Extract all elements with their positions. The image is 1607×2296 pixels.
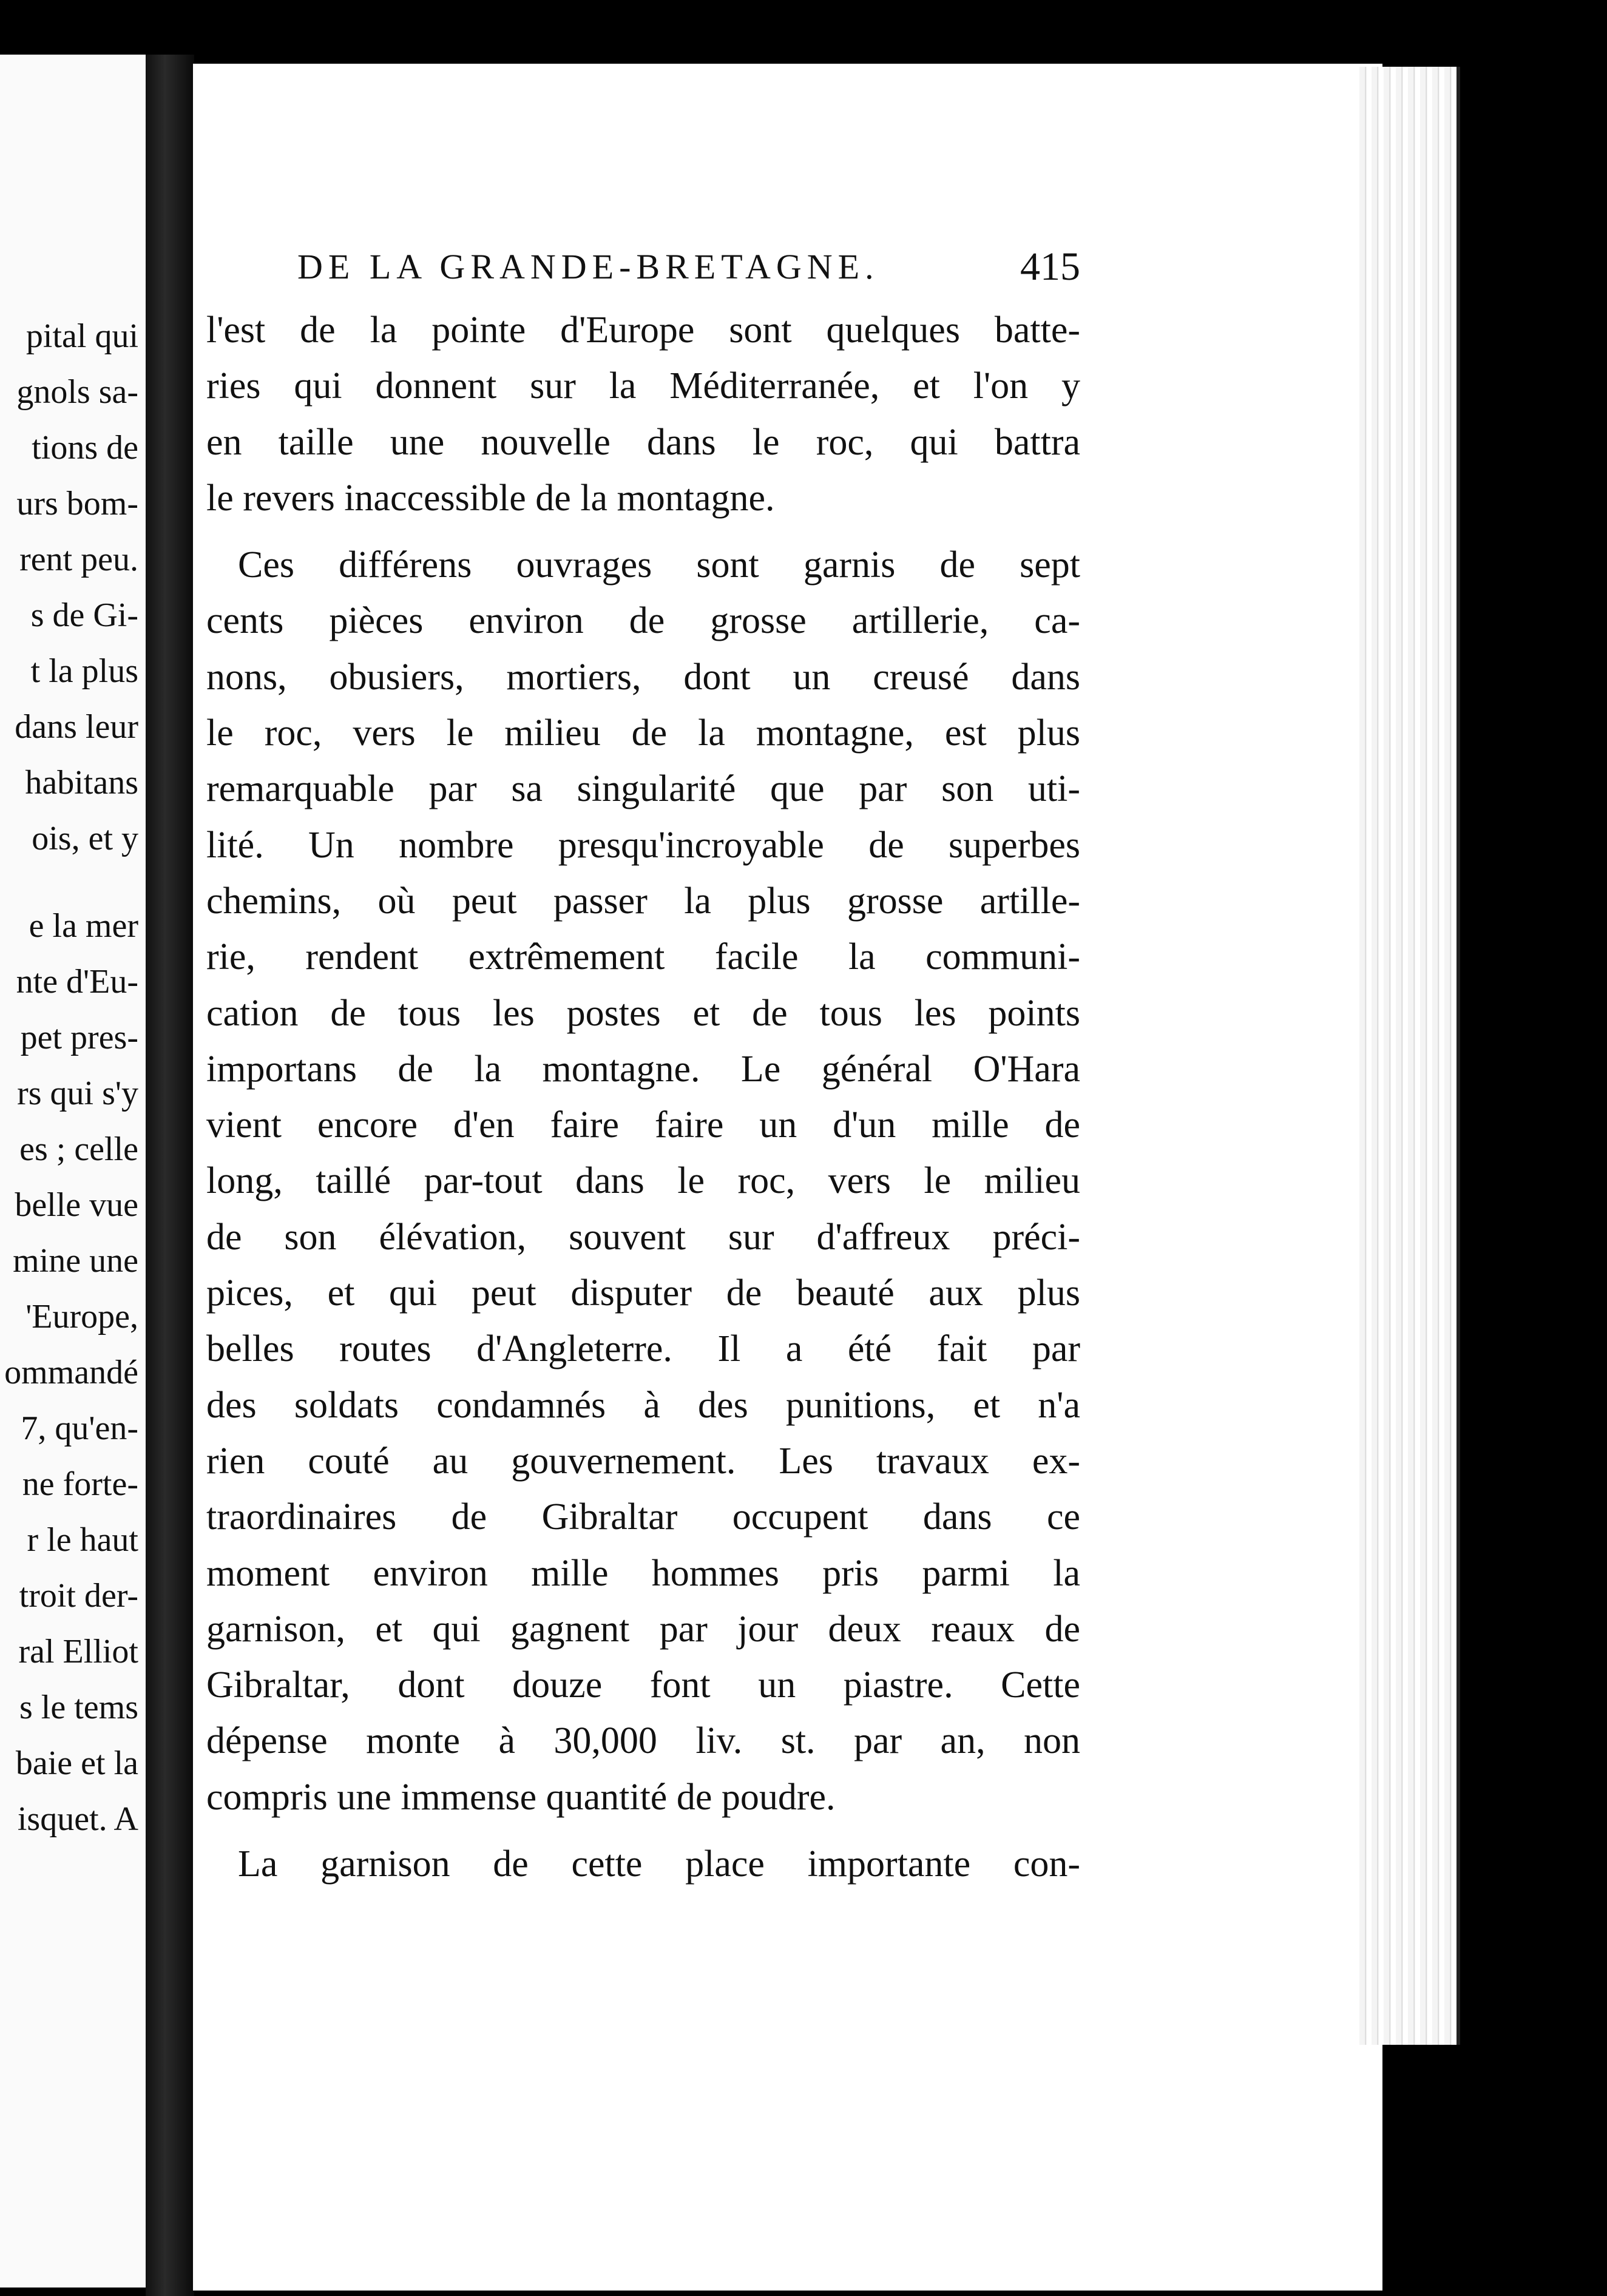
- left-line: rs qui s'y: [17, 1075, 138, 1112]
- left-line: 'Europe,: [25, 1298, 138, 1335]
- left-line: es ; celle: [19, 1130, 138, 1168]
- page-number: 415: [1020, 245, 1080, 289]
- text-line: lité. Un nombre presqu'incroyable de superbes: [206, 824, 1080, 866]
- left-line: r le haut: [27, 1521, 138, 1559]
- text-line: garnison, et qui gagnent par jour deux reaux de: [206, 1608, 1080, 1650]
- text-line: pices, et qui peut disputer de beauté aux plus: [206, 1272, 1080, 1314]
- text-line: le revers inaccessible de la montagne.: [206, 477, 775, 519]
- left-line: s de Gi-: [30, 596, 138, 634]
- text-line: l'est de la pointe d'Europe sont quelques batte-: [206, 309, 1080, 351]
- text-line: moment environ mille hommes pris parmi la: [206, 1552, 1080, 1594]
- left-line: t la plus: [30, 652, 138, 690]
- left-line: ois, et y: [32, 820, 138, 857]
- left-page-text: [0, 308, 146, 1847]
- left-line: troit der-: [19, 1577, 138, 1615]
- left-page: [0, 55, 146, 2288]
- left-line: gnols sa-: [16, 373, 138, 411]
- left-line: tions de: [32, 429, 138, 467]
- book-gutter: [146, 55, 194, 2296]
- paragraph-gap: [206, 1825, 1080, 1836]
- left-line: nte d'Eu-: [16, 963, 138, 1001]
- running-title: DE LA GRANDE-BRETAGNE.: [297, 247, 879, 286]
- text-line: importans de la montagne. Le général O'Hara: [206, 1048, 1080, 1090]
- text-line: long, taillé par-tout dans le roc, vers le milieu: [206, 1160, 1080, 1202]
- left-line: rent peu.: [19, 541, 138, 578]
- left-line: s le tems: [19, 1689, 138, 1726]
- left-line: pet pres-: [20, 1019, 138, 1056]
- text-line: de son élévation, souvent sur d'affreux préci-: [206, 1216, 1080, 1258]
- text-line: cation de tous les postes et de tous les points: [206, 992, 1080, 1034]
- text-line: le roc, vers le milieu de la montagne, est plus: [206, 712, 1080, 754]
- left-paragraph-gap: [0, 866, 146, 898]
- text-line: vient encore d'en faire faire un d'un mille de: [206, 1104, 1080, 1146]
- text-line: Gibraltar, dont douze font un piastre. Cette: [206, 1664, 1080, 1706]
- text-line: nons, obusiers, mortiers, dont un creusé dans: [206, 656, 1080, 698]
- text-line: La garnison de cette place importante con-: [238, 1843, 1080, 1885]
- left-line: ommandé: [4, 1354, 138, 1391]
- text-line: cents pièces environ de grosse artillerie, ca-: [206, 600, 1080, 642]
- left-line: baie et la: [15, 1744, 138, 1782]
- body-text: [206, 302, 1080, 1892]
- text-line: belles routes d'Angleterre. Il a été fait par: [206, 1328, 1080, 1370]
- text-line: en taille une nouvelle dans le roc, qui battra: [206, 421, 1080, 463]
- left-line: dans leur: [15, 708, 138, 746]
- left-line: 7, qu'en-: [21, 1410, 138, 1447]
- left-line: belle vue: [15, 1186, 138, 1224]
- left-line: e la mer: [29, 907, 138, 945]
- left-line: pital qui: [25, 317, 138, 355]
- left-line: ne forte-: [22, 1465, 138, 1503]
- left-line: mine une: [13, 1242, 138, 1280]
- text-line: dépense monte à 30,000 liv. st. par an, non: [206, 1720, 1080, 1762]
- text-line: chemins, où peut passer la plus grosse artille-: [206, 880, 1080, 922]
- text-line: ries qui donnent sur la Méditerranée, et l'on y: [206, 365, 1080, 407]
- page-edges: [1359, 67, 1460, 2045]
- text-line: rie, rendent extrêmement facile la communi-: [206, 936, 1080, 978]
- left-line: urs bom-: [16, 485, 138, 522]
- text-line: des soldats condamnés à des punitions, et n'a: [206, 1384, 1080, 1426]
- left-line: habitans: [25, 764, 138, 802]
- text-line: traordinaires de Gibraltar occupent dans ce: [206, 1496, 1080, 1538]
- text-line: Ces différens ouvrages sont garnis de sept: [238, 544, 1080, 586]
- text-line: compris une immense quantité de poudre.: [206, 1776, 836, 1818]
- page-header: [297, 240, 1080, 294]
- text-line: rien couté au gouvernement. Les travaux ex-: [206, 1440, 1080, 1482]
- text-line: remarquable par sa singularité que par son uti-: [206, 768, 1080, 810]
- paragraph-gap: [206, 526, 1080, 537]
- left-line: isquet. A: [17, 1800, 138, 1838]
- left-line: ral Elliot: [18, 1633, 138, 1670]
